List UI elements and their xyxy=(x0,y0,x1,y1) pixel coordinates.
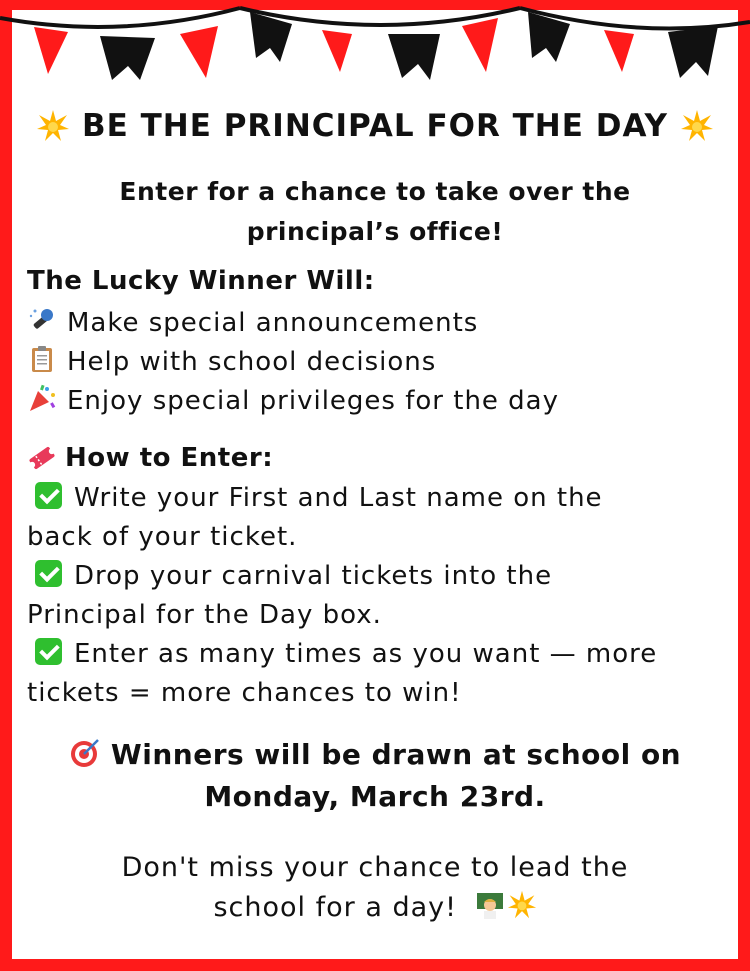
winner-heading: The Lucky Winner Will: xyxy=(27,266,375,296)
sparkle-icon xyxy=(36,109,70,143)
enter-heading: How to Enter: xyxy=(27,443,273,473)
party-popper-icon xyxy=(27,383,57,413)
list-item: Enjoy special privileges for the day xyxy=(27,382,727,421)
bunting-banner xyxy=(0,0,750,90)
check-icon xyxy=(35,482,62,509)
subtitle xyxy=(60,172,690,252)
check-icon xyxy=(35,560,62,587)
closing-line: school for a day! xyxy=(213,892,457,923)
list-item: Enter as many times as you want — more xyxy=(27,635,727,674)
winners-line: Winners will be drawn at school on xyxy=(110,738,682,771)
clipboard-icon xyxy=(27,344,57,374)
flag-black xyxy=(100,36,155,80)
list-item-continued: Principal for the Day box. xyxy=(27,600,382,630)
list-item: Drop your carnival tickets into the xyxy=(27,557,727,596)
microphone-icon xyxy=(27,305,57,335)
target-icon xyxy=(69,737,101,769)
winners-line: Monday, March 23rd. xyxy=(204,780,546,813)
subtitle-line: principal’s office! xyxy=(246,217,504,246)
list-item-continued: tickets = more chances to win! xyxy=(27,678,462,708)
flag-red xyxy=(462,18,498,72)
sparkle-icon xyxy=(507,890,537,920)
closing-line: Don't miss your chance to lead the xyxy=(121,852,629,883)
sparkle-icon xyxy=(680,109,714,143)
poster-title xyxy=(0,108,750,144)
flag-red xyxy=(180,26,218,78)
flag-red xyxy=(34,27,68,74)
list-item-continued: back of your ticket. xyxy=(27,522,298,552)
subtitle-line: Enter for a chance to take over the xyxy=(119,177,631,206)
winners-announcement xyxy=(40,734,710,818)
teacher-icon xyxy=(475,890,505,920)
enter-list xyxy=(27,479,727,713)
flag-black xyxy=(388,34,440,80)
list-item: Help with school decisions xyxy=(27,343,727,382)
title-text: BE THE PRINCIPAL FOR THE DAY xyxy=(82,108,668,144)
closing-message xyxy=(60,848,690,928)
list-item: Make special announcements xyxy=(27,304,727,343)
flag-red xyxy=(604,30,634,72)
flag-red xyxy=(322,30,352,72)
flag-black xyxy=(668,26,718,78)
flag-black xyxy=(250,12,292,62)
ticket-icon xyxy=(27,443,57,473)
check-icon xyxy=(35,638,62,665)
winner-list xyxy=(27,304,727,421)
list-item: Write your First and Last name on the xyxy=(27,479,727,518)
